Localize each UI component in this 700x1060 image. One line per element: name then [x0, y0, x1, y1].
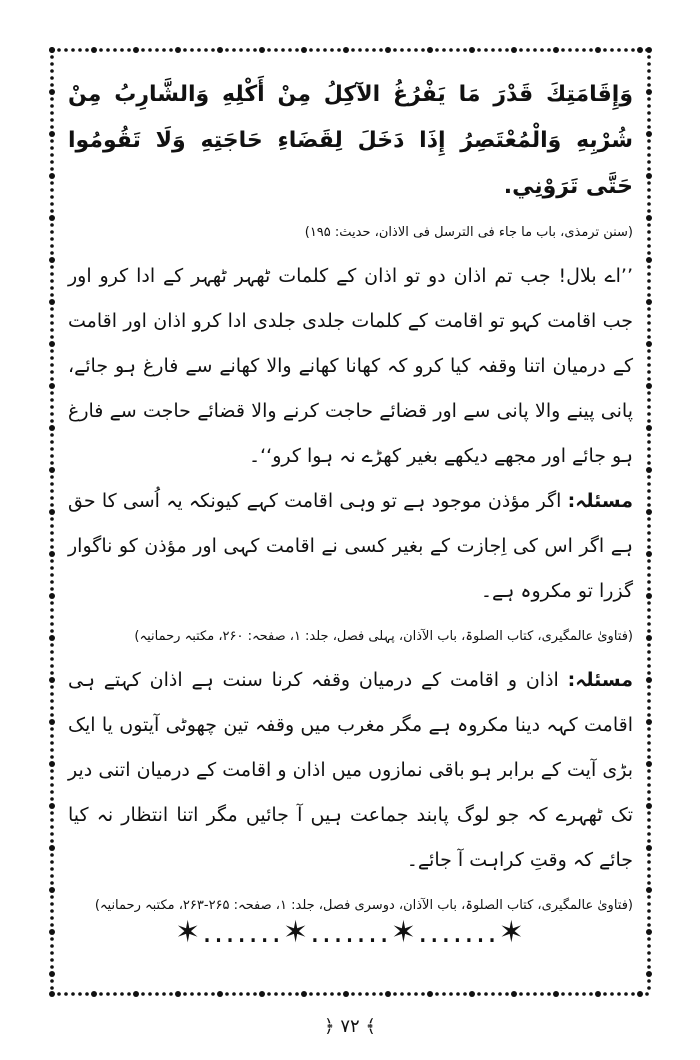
masala-text-1: اگر مؤذن موجود ہے تو وہی اقامت کہے کیونکہ یہ اُسی کا حق ہے اگر اس کی اِجازت کے بغیر کسی نے اقامت کہی اور مؤذن کو ناگوار گزرا تو مکروہ ہے۔ [68, 490, 633, 602]
page-border-frame [46, 44, 655, 1000]
masala-label: مسئلہ: [567, 490, 633, 512]
masala-paragraph-2 [68, 658, 633, 883]
page-content [68, 72, 633, 972]
reference-tirmidhi: (سنن ترمذی، باب ما جاء فی الترسل فی الاذان، حدیث: ۱۹۵) [304, 225, 633, 240]
hadith-translation: ’’اے بلال! جب تم اذان دو تو اذان کے کلمات ٹھہر ٹھہر کے ادا کرو اور جب اقامت کہو تو اقامت کے کلمات جلدی جلدی ادا کرو اذان اور اقامت کے درمیان اتنا وقفہ کیا کرو کہ کھانا کھانے والا کھانے سے فارغ ہو جائے، پانی پینے والا پانی سے اور قضائے حاجت کرنے والا قضائے حاجت سے فارغ ہو جائے اور مجھے دیکھے بغیر کھڑے نہ ہوا کرو‘‘۔ [68, 265, 633, 467]
masala-paragraph-1 [68, 479, 633, 614]
masala-text-2: اذان و اقامت کے درمیان وقفہ کرنا سنت ہے اذان کہتے ہی اقامت کہہ دینا مکروہ ہے مگر مغرب میں وقفہ تین چھوٹی آیتوں یا ایک بڑی آیت کے برابر ہو باقی نمازوں میں اذان و اقامت کے درمیان اتنی دیر تک ٹھہرے کہ جو لوگ پابند جماعت ہیں آ جائیں مگر اتنا انتظار نہ کیا جائے کہ وقتِ کراہت آ جائے۔ [68, 669, 633, 871]
reference-alamgiri-1: (فتاویٰ عالمگیری، کتاب الصلوۃ، باب الآذان، پہلی فصل، جلد: ۱، صفحہ: ۲۶۰، مکتبہ رحمانیہ) [134, 629, 633, 644]
reference-alamgiri-2: (فتاویٰ عالمگیری، کتاب الصلوۃ، باب الآذان، دوسری فصل، جلد: ۱، صفحہ: ۲۶۵-۲۶۳، مکتبہ رحمانیہ) [94, 898, 633, 913]
page-number: ﴾ ۷۲ ﴿ [324, 1016, 376, 1037]
arabic-hadith-text: وَإِقَامَتِكَ قَدْرَ مَا يَفْرُغُ الآكِلُ مِنْ أَكْلِهِ وَالشَّارِبُ مِنْ شُرْبِهِ وَالْمُعْتَصِرُ إِذَا دَخَلَ لِقَضَاءِ حَاجَتِهِ وَلَا تَقُومُوا حَتَّى تَرَوْنِي. [68, 82, 633, 199]
star-divider: ✶.......✶.......✶.......✶ [175, 915, 526, 950]
masala-label-2: مسئلہ: [567, 669, 633, 691]
